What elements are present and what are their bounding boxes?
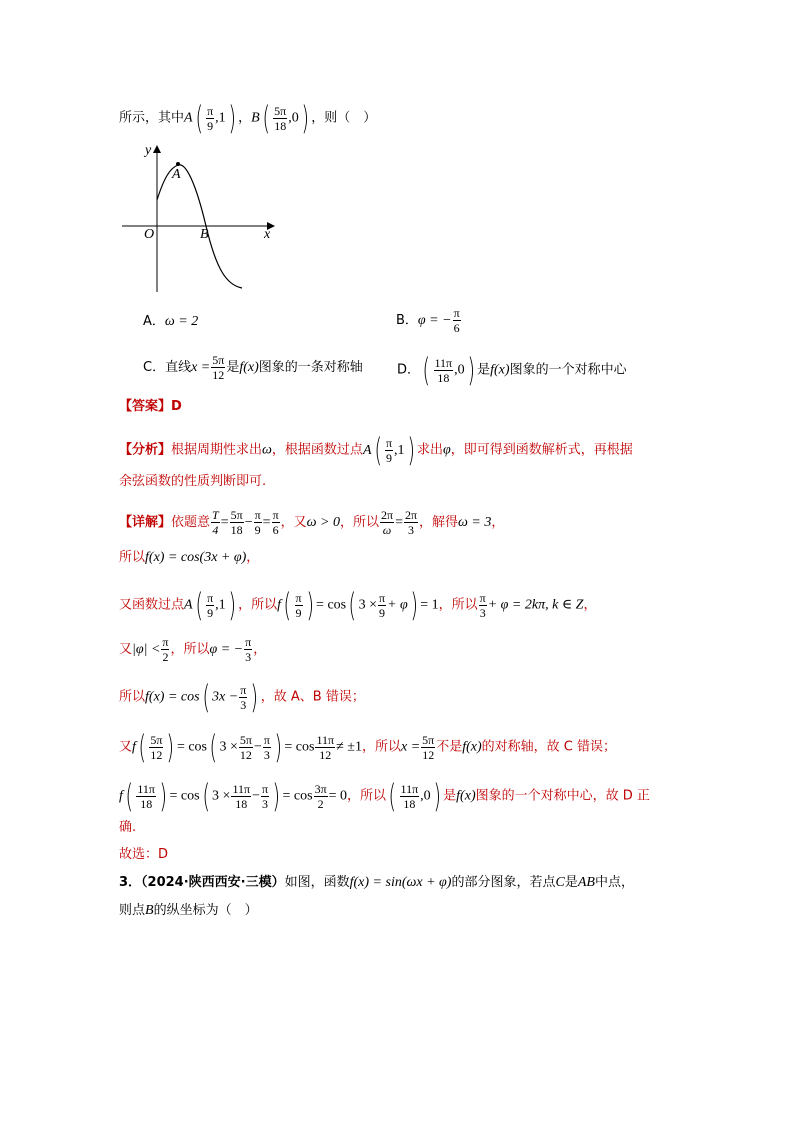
numerator: 11π bbox=[137, 781, 155, 796]
fraction bbox=[380, 508, 394, 537]
denominator: 3 bbox=[479, 605, 486, 620]
formula: f(x) = cos(3x + φ) bbox=[145, 550, 247, 565]
fraction bbox=[453, 306, 461, 335]
eq: = bbox=[262, 515, 271, 530]
formula: f(x) bbox=[462, 739, 482, 755]
fraction bbox=[404, 508, 418, 537]
point-a: A bbox=[184, 597, 193, 613]
point-a-graph-label: A bbox=[172, 167, 181, 182]
detail-label: 【详解】 bbox=[119, 515, 172, 530]
denominator: 3 bbox=[245, 650, 252, 664]
analysis-line-2 bbox=[119, 472, 266, 492]
fraction bbox=[231, 782, 251, 811]
numerator: 5π bbox=[422, 732, 435, 747]
point-a-dot bbox=[176, 162, 180, 166]
point-y: ,1 bbox=[215, 597, 226, 613]
x-axis-label: x bbox=[264, 227, 271, 242]
fraction bbox=[149, 733, 163, 762]
question-text: 则点 bbox=[119, 903, 146, 918]
numerator: π bbox=[207, 103, 214, 118]
answer-value: D bbox=[171, 399, 182, 414]
intro-text: 所示，其中 bbox=[119, 110, 185, 126]
segment-ab: AB bbox=[577, 875, 595, 890]
answer-line bbox=[119, 397, 182, 417]
fraction bbox=[211, 508, 220, 537]
option-c-x: x = bbox=[191, 360, 211, 375]
denominator: 9 bbox=[207, 118, 214, 133]
denominator: 18 bbox=[230, 523, 243, 537]
question-source: （2024·陕西西安·三模） bbox=[141, 875, 285, 890]
detail-text: 又 bbox=[119, 642, 133, 657]
detail-line-4 bbox=[119, 635, 266, 664]
detail-text: 依题意 bbox=[171, 515, 211, 530]
fraction bbox=[272, 508, 280, 537]
detail-line-6: 又f( $\frac{5\pi}{12}$ ) = cos( 3 × $\frac{5\pi}{12}$ − $\frac{\pi}{3}$ ) = cos $\frac{11\pi}{12}$ ≠ ±1，所以x = $\frac{5\pi}{12}$ 不是f(x)的对称轴，故 C 错误； bbox=[119, 728, 617, 766]
question-number: 3． bbox=[119, 875, 142, 890]
denominator: 9 bbox=[295, 605, 302, 620]
separator: ， bbox=[238, 110, 252, 126]
option-a-text: ω = 2 bbox=[164, 314, 199, 329]
option-d-post: 是 bbox=[477, 362, 491, 378]
option-b[interactable] bbox=[396, 306, 462, 335]
denominator: 2 bbox=[162, 650, 169, 664]
numerator: π bbox=[162, 635, 169, 649]
numerator: π bbox=[207, 590, 214, 605]
analysis-line-1: 【分析】根据周期性求出ω，根据函数过点A( $\frac{\pi}{9}$ ,1) 求出φ，即可得到函数解析式，再根据 bbox=[119, 431, 633, 469]
question-text: 的部分图象，若点 bbox=[451, 875, 556, 890]
fraction bbox=[230, 508, 244, 537]
detail-text: 所以 bbox=[119, 550, 146, 565]
formula: ≠ ±1 bbox=[336, 739, 362, 755]
formula: φ = − bbox=[209, 642, 244, 657]
numerator: 5π bbox=[150, 732, 163, 747]
formula: + φ = 2kπ, k ∈ Z bbox=[487, 597, 584, 613]
detail-text: ，所以 bbox=[438, 597, 478, 613]
denominator: 12 bbox=[212, 368, 225, 382]
analysis-text: 根据周期性求出 bbox=[171, 442, 263, 458]
denominator: 18 bbox=[140, 796, 153, 811]
detail-text: ，所以 bbox=[170, 642, 210, 657]
option-d-letter: D． bbox=[397, 362, 421, 378]
formula: x = bbox=[400, 739, 421, 755]
formula: − bbox=[253, 739, 262, 755]
denominator: 3 bbox=[262, 796, 268, 811]
denominator: 3 bbox=[240, 697, 247, 712]
detail-text: 又 bbox=[119, 739, 133, 755]
b-y: 0 bbox=[291, 110, 299, 126]
detail-text: 不是 bbox=[436, 739, 463, 755]
point-b-label: B bbox=[251, 110, 260, 126]
denominator: 9 bbox=[254, 523, 261, 537]
formula: 3 × bbox=[358, 597, 377, 613]
detail-text: ，所以 bbox=[339, 515, 379, 530]
fraction bbox=[206, 104, 214, 133]
option-a-letter: A． bbox=[143, 314, 165, 329]
denominator: 6 bbox=[272, 523, 279, 537]
option-c-letter: C． bbox=[143, 360, 166, 375]
denominator: 4 bbox=[212, 523, 219, 537]
numerator: 5π bbox=[212, 353, 225, 367]
formula: f(x) bbox=[456, 788, 476, 804]
option-c-tail: 图象的一条对称轴 bbox=[258, 360, 363, 375]
point-a-label: A bbox=[184, 110, 193, 126]
denominator: 18 bbox=[437, 370, 450, 385]
numerator: π bbox=[379, 590, 386, 605]
paren-close: ) bbox=[228, 99, 236, 137]
formula: ω = 3 bbox=[458, 515, 492, 530]
analysis-text: 余弦函数的性质判断即可. bbox=[119, 474, 267, 489]
numerator: 2π bbox=[404, 508, 418, 522]
question-intro: 所示，其中A( $\frac{\pi}{9}$ ,1) ，B( $\frac{5\pi}{18}$ ,0) ，则（ ） bbox=[119, 99, 377, 137]
numerator: π bbox=[385, 435, 393, 450]
fraction bbox=[315, 733, 335, 762]
option-c-fx: f(x) bbox=[239, 360, 259, 375]
fraction bbox=[479, 591, 487, 620]
phi-symbol: φ bbox=[443, 442, 451, 458]
question-text: 的纵坐标为（ ） bbox=[153, 903, 258, 918]
option-a[interactable] bbox=[143, 312, 198, 332]
detail-text: ，解得 bbox=[419, 515, 459, 530]
detail-text: ，所以 bbox=[361, 739, 401, 755]
analysis-text: ，即可得到函数解析式，再根据 bbox=[450, 442, 633, 458]
paren-open: ( bbox=[195, 99, 203, 137]
option-d-tail: 图象的一个对称中心 bbox=[509, 362, 627, 378]
analysis-text: 求出 bbox=[417, 442, 444, 458]
numerator: π bbox=[261, 781, 269, 796]
numerator: π bbox=[263, 732, 270, 747]
fraction bbox=[239, 733, 253, 762]
numerator: 5π bbox=[230, 508, 243, 522]
denominator: ω bbox=[382, 523, 392, 537]
numerator: π bbox=[254, 508, 261, 522]
option-b-letter: B． bbox=[396, 313, 418, 328]
detail-text: 又函数过点 bbox=[119, 597, 185, 613]
denominator: 12 bbox=[239, 747, 252, 762]
fraction bbox=[211, 353, 225, 382]
denominator: 12 bbox=[422, 747, 435, 762]
formula: ω > 0 bbox=[306, 515, 340, 530]
denominator: 12 bbox=[319, 747, 332, 762]
point-c: C bbox=[555, 875, 565, 890]
denominator: 18 bbox=[274, 118, 287, 133]
point-b: B bbox=[145, 903, 154, 918]
numerator: π bbox=[245, 635, 252, 649]
detail-text: 图象的一个对称中心，故 D 正 bbox=[475, 788, 650, 804]
denominator: 9 bbox=[207, 605, 214, 620]
formula: = cos bbox=[284, 739, 315, 755]
origin-label: O bbox=[144, 227, 155, 242]
detail-text: ， bbox=[246, 550, 260, 565]
fraction bbox=[244, 635, 252, 664]
formula: 3x − bbox=[212, 689, 239, 705]
option-d[interactable]: D．( $\frac{11\pi}{18}$ ,0) 是f(x)图象的一个对称中心 bbox=[397, 351, 627, 389]
fraction bbox=[421, 733, 435, 762]
numerator: 11π bbox=[400, 781, 419, 796]
detail-text: ，故 A、B 错误； bbox=[260, 689, 365, 705]
formula: f(x) = sin(ωx + φ) bbox=[349, 875, 452, 890]
point-b-graph-label: B bbox=[200, 227, 209, 242]
analysis-text: ，根据函数过点 bbox=[271, 442, 363, 458]
detail-text: ， bbox=[583, 597, 597, 613]
fraction bbox=[295, 591, 303, 620]
formula: f(x) = cos bbox=[145, 689, 200, 705]
fraction bbox=[273, 104, 287, 133]
detail-line-1 bbox=[119, 508, 504, 537]
detail-text: ， bbox=[253, 642, 267, 657]
detail-text: 的对称轴，故 C 错误； bbox=[481, 739, 617, 755]
formula: = 0 bbox=[328, 788, 348, 804]
formula: = cos bbox=[169, 788, 200, 804]
formula: = 1 bbox=[420, 597, 439, 613]
numerator: π bbox=[295, 590, 302, 605]
point-a: A bbox=[362, 442, 372, 458]
numerator: T bbox=[212, 508, 219, 522]
detail-line-2 bbox=[119, 548, 259, 568]
formula: f bbox=[277, 597, 282, 613]
fraction bbox=[378, 591, 386, 620]
a-y: 1 bbox=[218, 110, 226, 126]
question-3-line-1 bbox=[119, 873, 634, 893]
option-b-phi: φ = − bbox=[417, 313, 452, 328]
detail-text: ， bbox=[491, 515, 505, 530]
formula: 3 × bbox=[212, 788, 231, 804]
formula: = cos bbox=[316, 597, 347, 613]
detail-text: 所以 bbox=[119, 689, 146, 705]
detail-text: ，所以 bbox=[347, 788, 387, 804]
question-text: 中点， bbox=[594, 875, 634, 890]
fraction bbox=[400, 782, 420, 811]
detail-text: 确. bbox=[119, 820, 137, 835]
y-axis-label: y bbox=[145, 143, 152, 158]
formula: ,0 bbox=[420, 788, 431, 804]
numerator: 11π bbox=[232, 781, 251, 796]
answer-label: 【答案】 bbox=[119, 399, 172, 414]
denominator: 18 bbox=[235, 796, 248, 811]
option-c[interactable] bbox=[143, 353, 363, 382]
fraction bbox=[434, 356, 454, 385]
numerator: π bbox=[240, 682, 247, 697]
question-text: 如图，函数 bbox=[284, 875, 350, 890]
formula: f bbox=[132, 739, 136, 755]
numerator: 2π bbox=[381, 508, 394, 522]
choice-text: 故选：D bbox=[119, 847, 169, 862]
detail-line-8 bbox=[119, 818, 136, 838]
option-c-post: 是 bbox=[226, 360, 240, 375]
formula: − bbox=[252, 788, 260, 804]
numerator: 5π bbox=[274, 103, 287, 118]
formula: f bbox=[119, 788, 123, 804]
intro-suffix: ，则（ ） bbox=[311, 110, 377, 126]
detail-line-7: f( $\frac{11\pi}{18}$ ) = cos( 3 × $\frac{11\pi}{18}$ − $\frac{\pi}{3}$ ) = cos $\frac{3\pi}{2}$ = 0，所以( $\frac{11\pi}{18}$ ,0) 是f(x)图象的一个对称中心，故 D 正 bbox=[119, 777, 650, 815]
analysis-label: 【分析】 bbox=[119, 442, 172, 458]
denominator: 2 bbox=[317, 796, 324, 811]
function-graph bbox=[118, 140, 280, 295]
formula: |φ| < bbox=[132, 642, 161, 657]
numerator: 5π bbox=[239, 732, 252, 747]
denominator: 18 bbox=[403, 796, 416, 811]
fraction bbox=[254, 508, 262, 537]
formula: + φ bbox=[387, 597, 408, 613]
option-d-zero: ,0 bbox=[454, 362, 465, 378]
numerator: π bbox=[479, 590, 486, 605]
denominator: 9 bbox=[379, 605, 386, 620]
numerator: 11π bbox=[316, 732, 335, 747]
fraction bbox=[385, 436, 393, 465]
denominator: 6 bbox=[453, 321, 460, 335]
final-choice bbox=[119, 845, 168, 865]
numerator: π bbox=[453, 306, 460, 320]
minus: − bbox=[244, 515, 253, 530]
option-d-fx: f(x) bbox=[490, 362, 510, 378]
fraction bbox=[261, 782, 269, 811]
fraction bbox=[161, 635, 169, 664]
denominator: 3 bbox=[408, 523, 414, 537]
denominator: 12 bbox=[150, 747, 163, 762]
question-text: 是 bbox=[564, 875, 578, 890]
fraction bbox=[136, 782, 156, 811]
formula: = cos bbox=[176, 739, 207, 755]
formula: = cos bbox=[282, 788, 313, 804]
formula: 3 × bbox=[219, 739, 238, 755]
numerator: π bbox=[272, 508, 279, 522]
numerator: 11π bbox=[434, 355, 453, 370]
question-3-line-2 bbox=[119, 901, 258, 921]
denominator: 3 bbox=[263, 747, 270, 762]
denominator: 9 bbox=[386, 450, 393, 465]
fraction bbox=[239, 683, 247, 712]
detail-line-3: 又函数过点A( $\frac{\pi}{9}$ ,1) ，所以f( $\frac{\pi}{9}$ ) = cos( 3 × $\frac{\pi}{9}$ + φ) = 1，所以 $\frac{\pi}{3}$ + φ = 2kπ, k ∈ Z， bbox=[119, 586, 597, 624]
eq: = bbox=[220, 515, 229, 530]
detail-text: 是 bbox=[443, 788, 457, 804]
eq: = bbox=[395, 515, 403, 530]
option-c-pre: 直线 bbox=[165, 360, 192, 375]
fraction bbox=[263, 733, 271, 762]
detail-text: ，所以 bbox=[238, 597, 278, 613]
point-a-y: ,1 bbox=[394, 442, 405, 458]
detail-line-5: 所以f(x) = cos( 3x − $\frac{\pi}{3}$ ) ，故 A、B 错误； bbox=[119, 678, 365, 716]
omega-symbol: ω bbox=[262, 442, 272, 458]
fraction bbox=[206, 591, 214, 620]
fraction bbox=[314, 782, 328, 811]
detail-text: ，又 bbox=[280, 515, 307, 530]
numerator: 3π bbox=[314, 781, 327, 796]
